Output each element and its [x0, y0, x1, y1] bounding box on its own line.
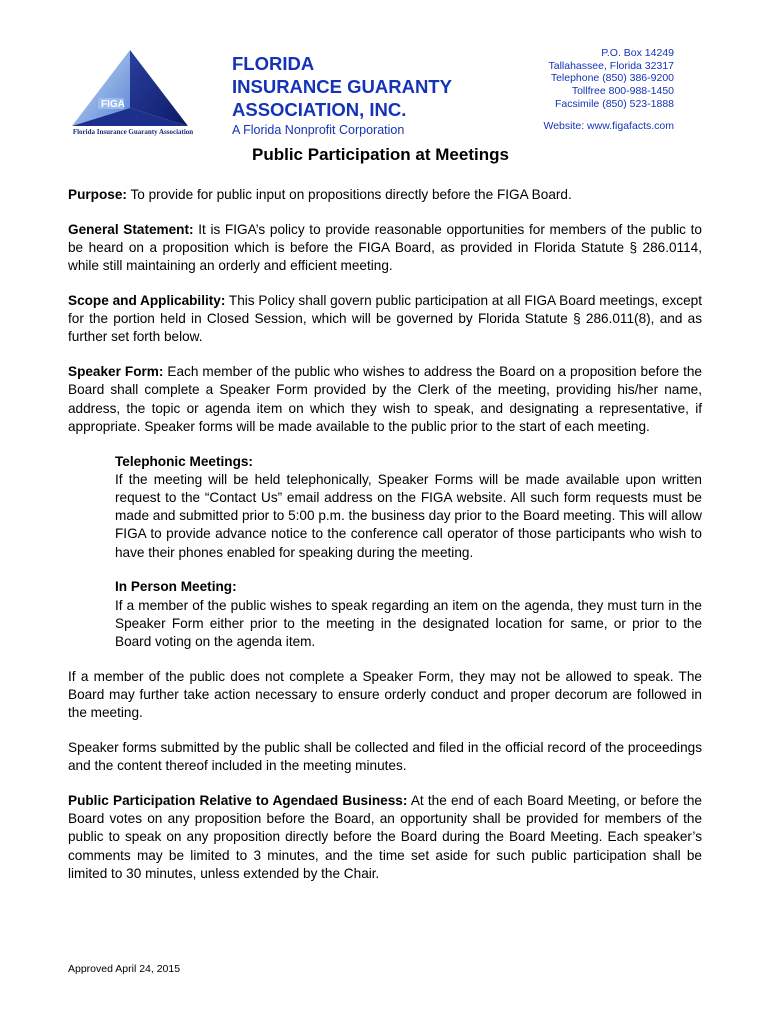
general-statement-paragraph — [68, 221, 702, 276]
telephonic-heading: Telephonic Meetings: — [115, 453, 253, 469]
in-person-text: If a member of the public wishes to speak regarding an item on the agenda, they must turn in the Speaker Form either prior to the meeting in the designated location for same, or prior to the Board voting on the agenda item. — [115, 597, 702, 650]
logo-caption: Florida Insurance Guaranty Association — [72, 128, 194, 136]
scope-heading: Scope and Applicability: — [68, 293, 226, 308]
telephonic-paragraph — [115, 453, 702, 562]
general-statement-text: It is FIGA’s policy to provide reasonable opportunities for members of the public to be heard on a proposition which is before the FIGA Board, as provided in Florida Statute § 286.0114, while still maintaining an orderly and efficient meeting. — [68, 221, 702, 274]
agendaed-business-heading: Public Participation Relative to Agendaed Business: — [68, 793, 408, 809]
pyramid-logo-icon — [60, 48, 200, 128]
logo-text: FIGA — [101, 99, 125, 110]
speaker-form-text: Each member of the public who wishes to address the Board on a proposition before the Board shall complete a Speaker Form provided by the Clerk of the meeting, providing his/her name, address, the topic or agenda item on which they wish to speak, and designating a representative, if appropriate. Speaker forms will be made available to the public prior to the start of each meeting. — [68, 364, 702, 434]
speaker-form-heading: Speaker Form: — [68, 364, 164, 380]
purpose-heading: Purpose: — [68, 187, 127, 202]
contact-po-box: P.O. Box 14249 — [601, 47, 674, 59]
organization-name — [232, 52, 532, 121]
agendaed-business-paragraph — [68, 792, 702, 883]
agendaed-business-text: At the end of each Board Meeting, or before the Board votes on any proposition before the Board, an opportunity shall be provided for members of the public to speak on any proposition directly before the Board during the Board Meeting. Each speaker’s comments may be limited to 3 minutes, and the time set aside for such public participation shall be limited to 30 minutes, unless extended by the Chair. — [68, 793, 702, 881]
org-name-line-1: FLORIDA — [232, 53, 315, 74]
in-person-heading: In Person Meeting: — [115, 579, 237, 595]
scope-paragraph — [68, 292, 702, 347]
purpose-paragraph — [68, 186, 702, 204]
telephonic-text: If the meeting will be held telephonically, Speaker Forms will be made available upon written request to the “Contact Us” email address on the FIGA website. All such form requests must be made and submitted prior to 5:00 p.m. the business day prior to the Board meeting. This will allow FIGA to provide advance notice to the conference call operator of those participants who wish to have their phones enabled for speaking during the meeting. — [115, 471, 702, 560]
document-body — [68, 186, 702, 900]
document-title: Public Participation at Meetings — [252, 145, 509, 164]
contact-facsimile: Facsimile (850) 523-1888 — [554, 97, 674, 110]
contact-city: Tallahassee, Florida 32317 — [548, 59, 674, 72]
speaker-form-paragraph — [68, 363, 702, 436]
figa-logo — [60, 48, 200, 140]
forms-collected-paragraph: Speaker forms submitted by the public shall be collected and filed in the official record of the proceedings and the content thereof included in the meeting minutes. — [68, 740, 702, 774]
purpose-text: To provide for public input on propositions directly before the FIGA Board. — [126, 187, 572, 202]
scope-text: This Policy shall govern public participation at all FIGA Board meetings, except for the portion held in Closed Session, which will be governed by Florida Statute § 286.011(8), and as further set forth below. — [68, 293, 702, 345]
general-statement-heading: General Statement: — [68, 221, 194, 237]
org-name-line-2: INSURANCE GUARANTY — [232, 76, 452, 97]
contact-block — [549, 47, 675, 111]
in-person-paragraph — [115, 578, 702, 651]
no-form-paragraph: If a member of the public does not complete a Speaker Form, they may not be allowed to speak. The Board may further take action necessary to ensure orderly conduct and proper decorum are followed in the meeting. — [68, 668, 702, 721]
contact-tollfree: Tollfree 800-988-1450 — [571, 85, 674, 98]
contact-telephone: Telephone (850) 386-9200 — [550, 72, 674, 85]
website-link[interactable]: Website: www.figafacts.com — [543, 120, 674, 132]
approval-footer: Approved April 24, 2015 — [68, 963, 181, 975]
org-tagline: A Florida Nonprofit Corporation — [232, 123, 405, 137]
org-name-line-3: ASSOCIATION, INC. — [232, 99, 407, 120]
